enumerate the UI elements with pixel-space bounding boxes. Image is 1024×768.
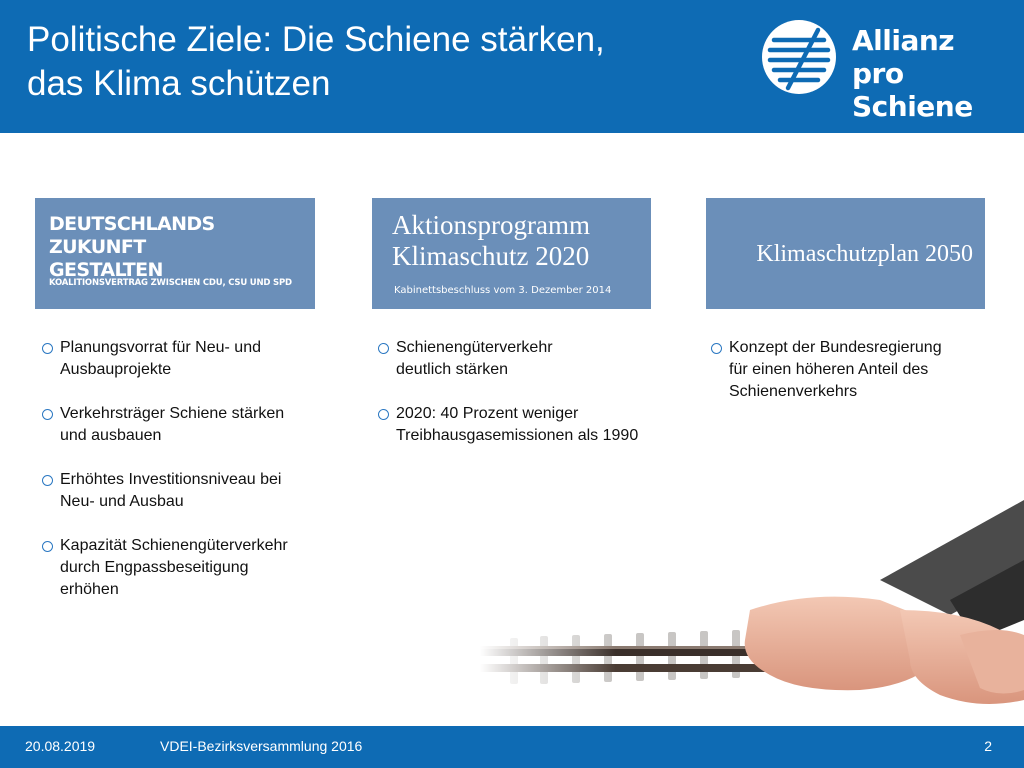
box-subtitle: KOALITIONSVERTRAG ZWISCHEN CDU, CSU UND SPD — [49, 278, 292, 288]
bullet-text: Planungsvorrat für Neu- und Ausbauprojekte — [60, 339, 261, 378]
list-item — [42, 469, 342, 513]
logo-line-1: Allianz — [852, 24, 955, 57]
bullet-list-climate-program — [378, 337, 698, 469]
logo-wordmark — [852, 24, 1010, 123]
box-title: Aktionsprogramm Klimaschutz 2020 — [392, 210, 590, 271]
bullet-text: Erhöhtes Investitionsniveau bei Neu- und Ausbau — [60, 471, 282, 510]
bullet-text: Konzept der Bundesregierung für einen höheren Anteil des Schienenverkehrs — [729, 339, 942, 400]
bullet-list-coalition — [42, 337, 342, 623]
climate-action-program-box — [372, 198, 651, 309]
bullet-text: Schienengüterverkehr deutlich stärken — [396, 339, 553, 378]
bullet-text: Kapazität Schienengüterverkehr durch Engpassbeseitigung erhöhen — [60, 537, 288, 598]
box-title: Klimaschutzplan 2050 — [756, 241, 973, 267]
circle-bullet-icon — [42, 541, 53, 552]
list-item — [378, 337, 698, 381]
bullet-text: 2020: 40 Prozent weniger Treibhausgasemissionen als 1990 — [396, 405, 639, 444]
circle-bullet-icon — [378, 343, 389, 354]
footer-event: VDEI-Bezirksversammlung 2016 — [160, 738, 363, 754]
footer-bar — [0, 726, 1024, 768]
bullet-list-climate-plan — [711, 337, 1011, 425]
box-title: DEUTSCHLANDS ZUKUNFT GESTALTEN — [49, 213, 215, 281]
hands-pulling-rail-image — [480, 460, 1024, 726]
slide-title: Politische Ziele: Die Schiene stärken, das Klima schützen — [27, 20, 605, 103]
coalition-agreement-box — [35, 198, 315, 309]
footer-date: 20.08.2019 — [25, 738, 96, 754]
list-item — [378, 403, 698, 447]
list-item — [42, 535, 342, 601]
list-item — [711, 337, 1011, 403]
circle-bullet-icon — [42, 343, 53, 354]
box-subtitle: Kabinettsbeschluss vom 3. Dezember 2014 — [394, 285, 612, 296]
logo-line-2: pro Schiene — [852, 57, 973, 123]
circle-bullet-icon — [42, 409, 53, 420]
circle-bullet-icon — [378, 409, 389, 420]
bullet-text: Verkehrsträger Schiene stärken und ausbauen — [60, 405, 285, 444]
list-item — [42, 403, 342, 447]
logo-icon — [760, 18, 838, 96]
slide-number: 2 — [984, 738, 992, 754]
circle-bullet-icon — [711, 343, 722, 354]
brand-logo — [760, 18, 1010, 123]
header-bar — [0, 0, 1024, 133]
climate-plan-box — [706, 198, 985, 309]
circle-bullet-icon — [42, 475, 53, 486]
list-item — [42, 337, 342, 381]
